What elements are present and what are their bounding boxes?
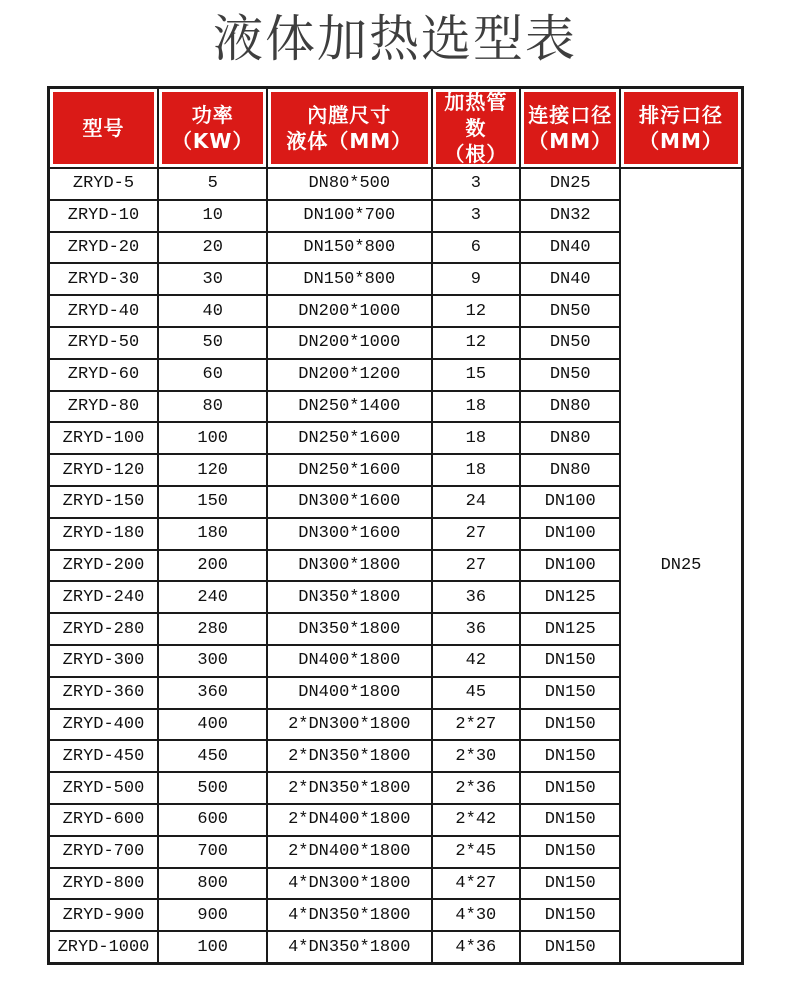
connection-diameter-cell: DN100 xyxy=(520,518,620,550)
tube-count-cell: 4*30 xyxy=(432,899,520,931)
power-cell: 400 xyxy=(158,709,266,741)
model-cell: ZRYD-50 xyxy=(48,327,158,359)
header-label-chamber-size xyxy=(271,92,428,164)
power-cell: 900 xyxy=(158,899,266,931)
chamber-size-cell: 2*DN350*1800 xyxy=(267,740,432,772)
chamber-size-cell: DN150*800 xyxy=(267,263,432,295)
chamber-size-cell: 2*DN400*1800 xyxy=(267,836,432,868)
power-cell: 800 xyxy=(158,868,266,900)
header-line: 排污口径 xyxy=(638,103,723,127)
selection-table xyxy=(47,86,744,965)
connection-diameter-cell: DN150 xyxy=(520,868,620,900)
tube-count-cell: 36 xyxy=(432,613,520,645)
tube-count-cell: 27 xyxy=(432,518,520,550)
connection-diameter-cell: DN150 xyxy=(520,836,620,868)
power-cell: 180 xyxy=(158,518,266,550)
tube-count-cell: 12 xyxy=(432,327,520,359)
header-label-drain-diameter xyxy=(624,92,737,164)
model-cell: ZRYD-5 xyxy=(48,168,158,200)
power-cell: 200 xyxy=(158,550,266,582)
connection-diameter-cell: DN150 xyxy=(520,899,620,931)
power-cell: 360 xyxy=(158,677,266,709)
chamber-size-cell: DN250*1400 xyxy=(267,391,432,423)
connection-diameter-cell: DN80 xyxy=(520,422,620,454)
model-cell: ZRYD-600 xyxy=(48,804,158,836)
power-cell: 60 xyxy=(158,359,266,391)
header-line: （根） xyxy=(444,142,508,166)
chamber-size-cell: DN350*1800 xyxy=(267,613,432,645)
header-line: 型号 xyxy=(82,116,125,140)
model-cell: ZRYD-10 xyxy=(48,200,158,232)
power-cell: 100 xyxy=(158,422,266,454)
tube-count-cell: 18 xyxy=(432,391,520,423)
model-cell: ZRYD-240 xyxy=(48,581,158,613)
chamber-size-cell: DN200*1000 xyxy=(267,295,432,327)
tube-count-cell: 12 xyxy=(432,295,520,327)
header-line: 连接口径 xyxy=(528,103,613,127)
tube-count-cell: 18 xyxy=(432,454,520,486)
power-cell: 280 xyxy=(158,613,266,645)
model-cell: ZRYD-800 xyxy=(48,868,158,900)
table-body xyxy=(48,168,742,963)
tube-count-cell: 24 xyxy=(432,486,520,518)
header-cell-chamber-size xyxy=(267,88,432,169)
page-title: 液体加热选型表 xyxy=(213,10,577,68)
table-row xyxy=(48,168,742,200)
power-cell: 80 xyxy=(158,391,266,423)
tube-count-cell: 3 xyxy=(432,168,520,200)
header-line: （MM） xyxy=(639,129,723,153)
header-line: 內膛尺寸 xyxy=(307,103,392,127)
chamber-size-cell: DN150*800 xyxy=(267,232,432,264)
connection-diameter-cell: DN150 xyxy=(520,740,620,772)
chamber-size-cell: DN400*1800 xyxy=(267,645,432,677)
connection-diameter-cell: DN50 xyxy=(520,295,620,327)
tube-count-cell: 2*36 xyxy=(432,772,520,804)
chamber-size-cell: 4*DN300*1800 xyxy=(267,868,432,900)
chamber-size-cell: DN200*1200 xyxy=(267,359,432,391)
header-cell-connection-diameter xyxy=(520,88,620,169)
power-cell: 600 xyxy=(158,804,266,836)
drain-merged-cell: DN25 xyxy=(620,168,742,963)
tube-count-cell: 2*27 xyxy=(432,709,520,741)
model-cell: ZRYD-900 xyxy=(48,899,158,931)
model-cell: ZRYD-200 xyxy=(48,550,158,582)
model-cell: ZRYD-100 xyxy=(48,422,158,454)
connection-diameter-cell: DN80 xyxy=(520,454,620,486)
chamber-size-cell: DN300*1800 xyxy=(267,550,432,582)
connection-diameter-cell: DN40 xyxy=(520,232,620,264)
power-cell: 10 xyxy=(158,200,266,232)
connection-diameter-cell: DN50 xyxy=(520,359,620,391)
model-cell: ZRYD-1000 xyxy=(48,931,158,963)
connection-diameter-cell: DN150 xyxy=(520,645,620,677)
tube-count-cell: 15 xyxy=(432,359,520,391)
connection-diameter-cell: DN150 xyxy=(520,804,620,836)
connection-diameter-cell: DN100 xyxy=(520,486,620,518)
chamber-size-cell: DN300*1600 xyxy=(267,486,432,518)
power-cell: 40 xyxy=(158,295,266,327)
tube-count-cell: 4*27 xyxy=(432,868,520,900)
chamber-size-cell: DN350*1800 xyxy=(267,581,432,613)
tube-count-cell: 3 xyxy=(432,200,520,232)
header-cell-model xyxy=(48,88,158,169)
header-cell-tube-count xyxy=(432,88,520,169)
connection-diameter-cell: DN150 xyxy=(520,931,620,963)
model-cell: ZRYD-280 xyxy=(48,613,158,645)
connection-diameter-cell: DN40 xyxy=(520,263,620,295)
model-cell: ZRYD-30 xyxy=(48,263,158,295)
model-cell: ZRYD-80 xyxy=(48,391,158,423)
chamber-size-cell: 2*DN350*1800 xyxy=(267,772,432,804)
power-cell: 30 xyxy=(158,263,266,295)
header-cell-drain-diameter xyxy=(620,88,742,169)
page xyxy=(0,6,790,965)
connection-diameter-cell: DN125 xyxy=(520,613,620,645)
chamber-size-cell: 4*DN350*1800 xyxy=(267,931,432,963)
header-label-connection-diameter xyxy=(524,92,616,164)
tube-count-cell: 2*30 xyxy=(432,740,520,772)
tube-count-cell: 42 xyxy=(432,645,520,677)
model-cell: ZRYD-40 xyxy=(48,295,158,327)
header-line: 加热管数 xyxy=(444,90,508,140)
power-cell: 240 xyxy=(158,581,266,613)
tube-count-cell: 45 xyxy=(432,677,520,709)
chamber-size-cell: DN200*1000 xyxy=(267,327,432,359)
chamber-size-cell: 4*DN350*1800 xyxy=(267,899,432,931)
model-cell: ZRYD-300 xyxy=(48,645,158,677)
chamber-size-cell: 2*DN400*1800 xyxy=(267,804,432,836)
chamber-size-cell: DN250*1600 xyxy=(267,454,432,486)
header-cell-power xyxy=(158,88,266,169)
power-cell: 300 xyxy=(158,645,266,677)
model-cell: ZRYD-400 xyxy=(48,709,158,741)
model-cell: ZRYD-450 xyxy=(48,740,158,772)
tube-count-cell: 18 xyxy=(432,422,520,454)
model-cell: ZRYD-120 xyxy=(48,454,158,486)
chamber-size-cell: DN400*1800 xyxy=(267,677,432,709)
connection-diameter-cell: DN50 xyxy=(520,327,620,359)
chamber-size-cell: DN100*700 xyxy=(267,200,432,232)
model-cell: ZRYD-360 xyxy=(48,677,158,709)
chamber-size-cell: DN80*500 xyxy=(267,168,432,200)
connection-diameter-cell: DN25 xyxy=(520,168,620,200)
power-cell: 120 xyxy=(158,454,266,486)
model-cell: ZRYD-700 xyxy=(48,836,158,868)
tube-count-cell: 27 xyxy=(432,550,520,582)
header-row xyxy=(48,88,742,169)
connection-diameter-cell: DN32 xyxy=(520,200,620,232)
connection-diameter-cell: DN125 xyxy=(520,581,620,613)
tube-count-cell: 6 xyxy=(432,232,520,264)
connection-diameter-cell: DN80 xyxy=(520,391,620,423)
tube-count-cell: 4*36 xyxy=(432,931,520,963)
header-line: （MM） xyxy=(528,129,613,153)
power-cell: 20 xyxy=(158,232,266,264)
connection-diameter-cell: DN150 xyxy=(520,772,620,804)
model-cell: ZRYD-150 xyxy=(48,486,158,518)
header-label-model xyxy=(53,92,155,164)
chamber-size-cell: DN300*1600 xyxy=(267,518,432,550)
connection-diameter-cell: DN150 xyxy=(520,709,620,741)
chamber-size-cell: DN250*1600 xyxy=(267,422,432,454)
tube-count-cell: 9 xyxy=(432,263,520,295)
header-line: 功率 xyxy=(191,103,234,127)
power-cell: 500 xyxy=(158,772,266,804)
tube-count-cell: 2*42 xyxy=(432,804,520,836)
tube-count-cell: 2*45 xyxy=(432,836,520,868)
table-header xyxy=(48,88,742,169)
model-cell: ZRYD-500 xyxy=(48,772,158,804)
power-cell: 100 xyxy=(158,931,266,963)
header-label-tube-count xyxy=(436,92,516,164)
header-line: 液体（MM） xyxy=(286,129,413,153)
connection-diameter-cell: DN100 xyxy=(520,550,620,582)
model-cell: ZRYD-60 xyxy=(48,359,158,391)
power-cell: 450 xyxy=(158,740,266,772)
power-cell: 5 xyxy=(158,168,266,200)
power-cell: 700 xyxy=(158,836,266,868)
power-cell: 150 xyxy=(158,486,266,518)
header-line: （KW） xyxy=(171,129,254,153)
model-cell: ZRYD-20 xyxy=(48,232,158,264)
connection-diameter-cell: DN150 xyxy=(520,677,620,709)
tube-count-cell: 36 xyxy=(432,581,520,613)
chamber-size-cell: 2*DN300*1800 xyxy=(267,709,432,741)
power-cell: 50 xyxy=(158,327,266,359)
header-label-power xyxy=(162,92,262,164)
model-cell: ZRYD-180 xyxy=(48,518,158,550)
